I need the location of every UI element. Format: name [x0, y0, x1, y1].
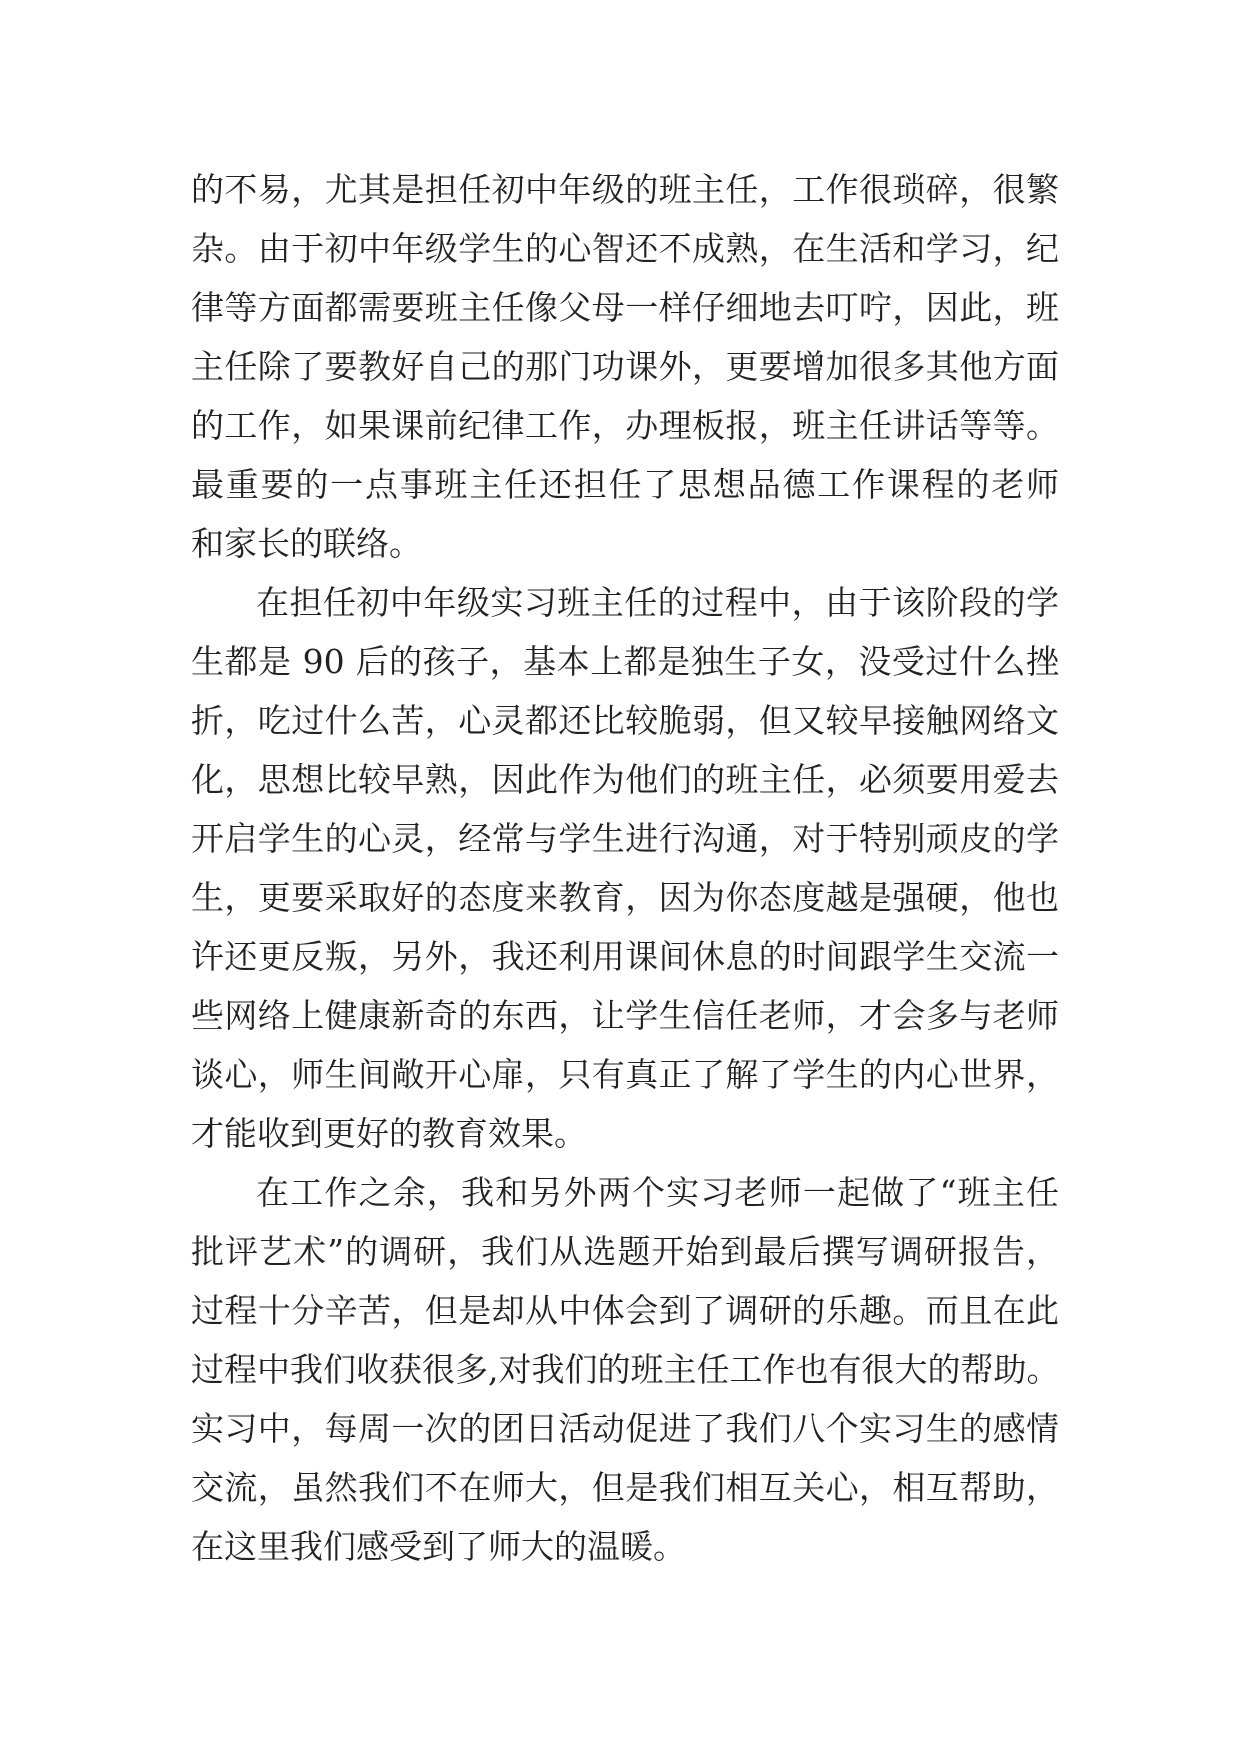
text-line: 的工作，如果课前纪律工作，办理板报，班主任讲话等等。: [191, 406, 1059, 445]
text-line: 交流，虽然我们不在师大，但是我们相互关心，相互帮助，: [191, 1468, 1059, 1507]
text-line: 谈心，师生间敞开心扉，只有真正了解了学生的内心世界，: [191, 1055, 1059, 1094]
text-line: 和家长的联络。: [191, 524, 422, 563]
text-line: 杂。由于初中年级学生的心智还不成熟，在生活和学习，纪: [191, 229, 1059, 268]
text-line: 些网络上健康新奇的东西，让学生信任老师，才会多与老师: [191, 996, 1059, 1035]
text-line: 折，吃过什么苦，心灵都还比较脆弱，但又较早接触网络文: [191, 701, 1059, 740]
body-text: [191, 160, 1059, 1576]
text-line: 过程十分辛苦，但是却从中体会到了调研的乐趣。而且在此: [191, 1291, 1059, 1330]
text-line: 化，思想比较早熟，因此作为他们的班主任，必须要用爱去: [191, 760, 1059, 799]
text-line: 实习中，每周一次的团日活动促进了我们八个实习生的感情: [191, 1409, 1059, 1448]
text-line: 的不易，尤其是担任初中年级的班主任，工作很琐碎，很繁: [191, 170, 1059, 209]
text-line: 许还更反叛，另外，我还利用课间休息的时间跟学生交流一: [191, 937, 1059, 976]
text-line: 生，更要采取好的态度来教育，因为你态度越是强硬，他也: [191, 878, 1059, 917]
text-line: 过程中我们收获很多,对我们的班主任工作也有很大的帮助。: [191, 1350, 1060, 1389]
text-line: 才能收到更好的教育效果。: [191, 1114, 587, 1153]
paragraph-first-line: 在担任初中年级实习班主任的过程中，由于该阶段的学: [256, 583, 1059, 622]
text-line: 主任除了要教好自己的那门功课外，更要增加很多其他方面: [191, 347, 1059, 386]
text-line: 批评艺术”的调研，我们从选题开始到最后撰写调研报告，: [191, 1232, 1059, 1271]
text-line: 在这里我们感受到了师大的温暖。: [191, 1527, 686, 1566]
paragraph-first-line: 在工作之余，我和另外两个实习老师一起做了“班主任: [256, 1173, 1059, 1212]
text-line: 开启学生的心灵，经常与学生进行沟通，对于特别顽皮的学: [191, 819, 1059, 858]
text-line: 生都是 90 后的孩子，基本上都是独生子女，没受过什么挫: [191, 642, 1059, 681]
text-line: 最重要的一点事班主任还担任了思想品德工作课程的老师: [191, 465, 1059, 504]
text-line: 律等方面都需要班主任像父母一样仔细地去叮咛，因此，班: [191, 288, 1059, 327]
